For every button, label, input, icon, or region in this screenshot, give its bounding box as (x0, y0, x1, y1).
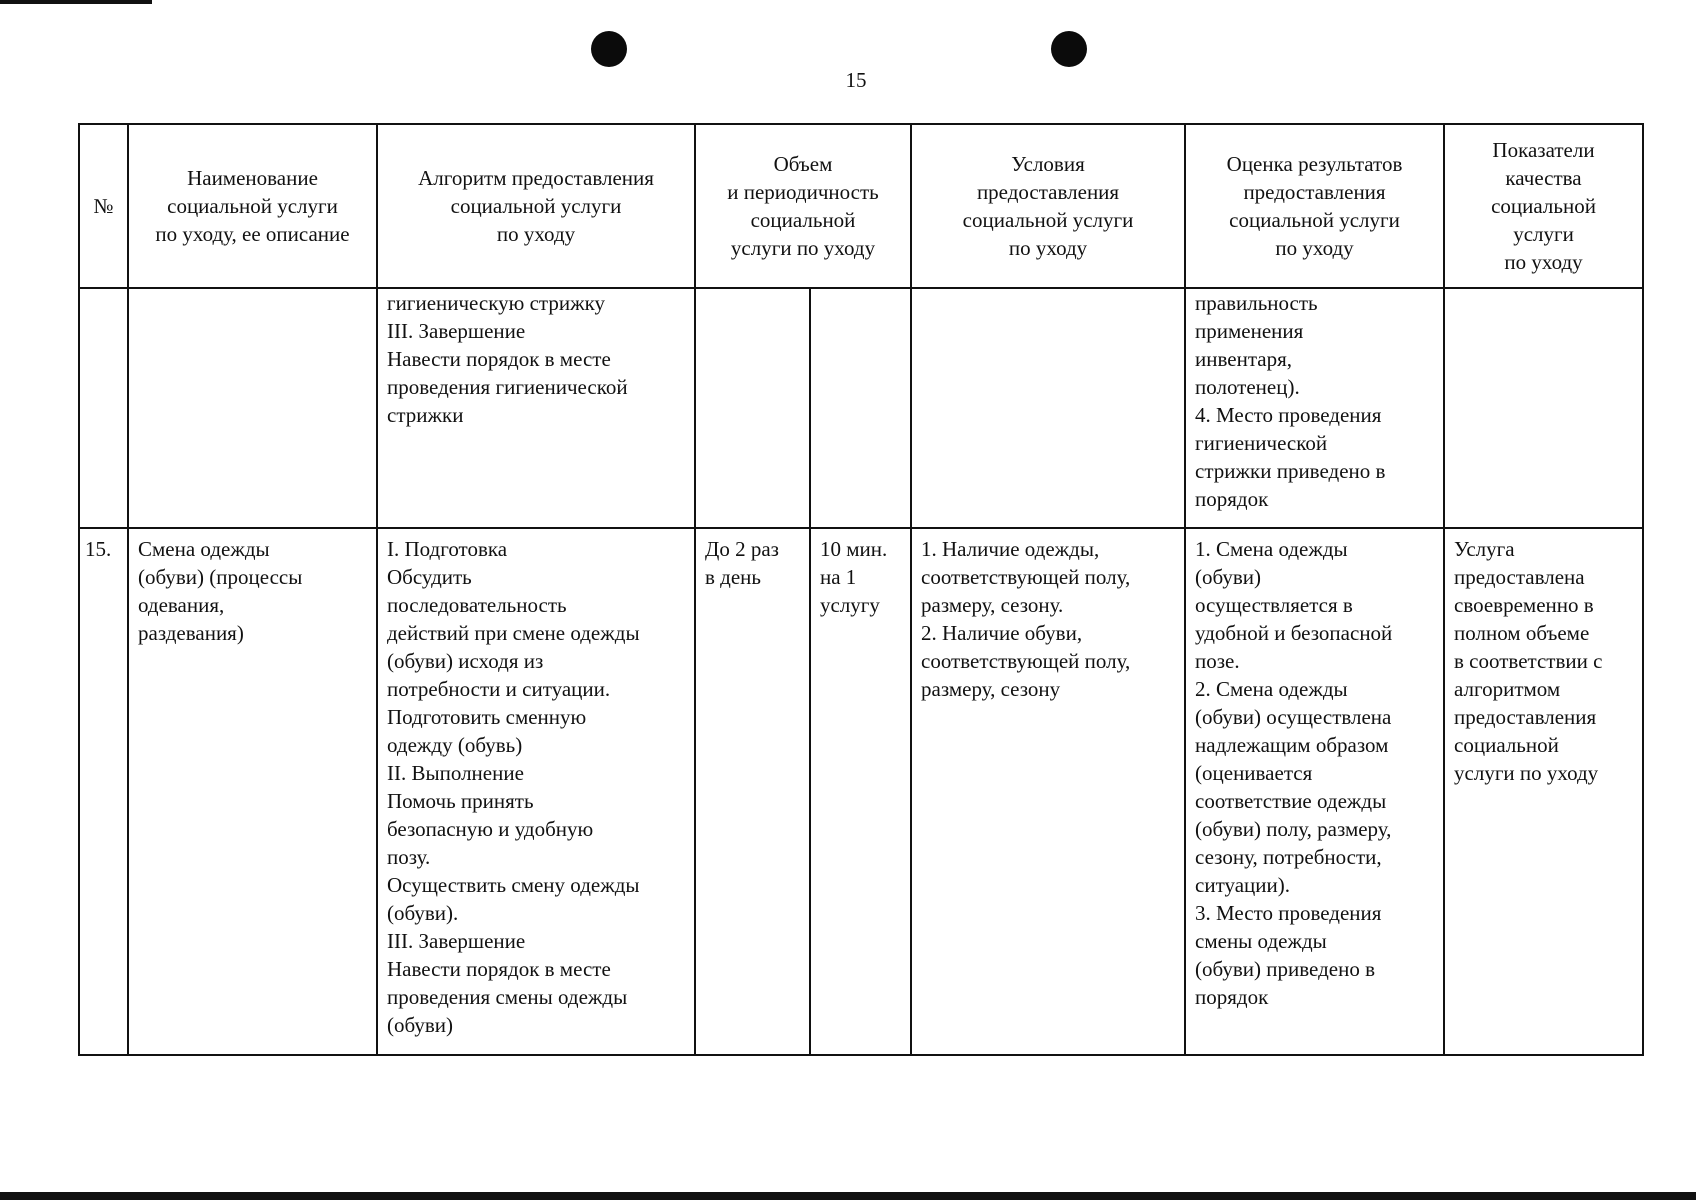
table-row (79, 528, 1643, 1055)
punch-hole-left (591, 31, 627, 67)
cell-text-line: II. Выполнение (387, 761, 524, 785)
cell-text-line: соответствие одежды (1195, 789, 1387, 813)
header-evaluation (1185, 124, 1444, 288)
cell-text-line: по уходу (1504, 250, 1583, 274)
cell-text-line: надлежащим образом (1195, 733, 1389, 757)
cell-text-line: своевременно в (1454, 593, 1594, 617)
cell-name (128, 528, 377, 1055)
cell-text-line: 2. Смена одежды (1195, 677, 1348, 701)
cell-text-line: Навести порядок в месте (387, 347, 611, 371)
cell-text-line: 1. Наличие одежды, (921, 537, 1100, 561)
cell-text-line: стрижки приведено в (1195, 459, 1386, 483)
cell-evaluation (1185, 288, 1444, 528)
cell-text-line: Алгоритм предоставления (418, 166, 654, 190)
table-row (79, 288, 1643, 528)
cell-text-line: стрижки (387, 403, 464, 427)
cell-text-line: (обуви) (1195, 565, 1262, 589)
cell-text-line: 2. Наличие обуви, (921, 621, 1083, 645)
cell-text-line: (обуви) исходя из (387, 649, 544, 673)
cell-text-line: соответствующей полу, (921, 565, 1131, 589)
cell-text-line: позе. (1195, 649, 1240, 673)
header-conditions (911, 124, 1185, 288)
cell-text-line: позу. (387, 845, 431, 869)
cell-text-line: одевания, (138, 593, 225, 617)
cell-volume (695, 288, 810, 528)
cell-text-line: размеру, сезону. (921, 593, 1064, 617)
cell-text-line: соответствующей полу, (921, 649, 1131, 673)
cell-text-line: одежду (обувь) (387, 733, 523, 757)
cell-text-line: 3. Место проведения (1195, 901, 1382, 925)
cell-text-line: социальной (1454, 733, 1559, 757)
cell-text-line: социальной услуги (167, 194, 338, 218)
header-row (79, 124, 1643, 288)
cell-text-line: по уходу, ее описание (155, 222, 350, 246)
header-indicators (1444, 124, 1643, 288)
cell-algorithm (377, 288, 695, 528)
cell-text-line: последовательность (387, 593, 567, 617)
cell-text-line: в день (705, 565, 761, 589)
cell-conditions (911, 528, 1185, 1055)
cell-text-line: предоставления (976, 180, 1120, 204)
cell-conditions (911, 288, 1185, 528)
cell-text-line: (обуви) полу, размеру, (1195, 817, 1392, 841)
cell-text-line: проведения гигиенической (387, 375, 628, 399)
cell-algorithm (377, 528, 695, 1055)
cell-text-line: предоставления (1243, 180, 1386, 204)
cell-text-line: Наименование (187, 166, 318, 190)
cell-text-line: 10 мин. (820, 537, 888, 561)
cell-text-line: на 1 (820, 565, 857, 589)
punch-hole-right (1051, 31, 1087, 67)
cell-text-line: инвентаря, (1195, 347, 1293, 371)
cell-text-line: сезону, потребности, (1195, 845, 1382, 869)
cell-text-line: услуги по уходу (1454, 761, 1599, 785)
cell-text-line: 1. Смена одежды (1195, 537, 1348, 561)
header-volume (695, 124, 911, 288)
cell-text-line: I. Подготовка (387, 537, 508, 561)
cell-text-line: (оценивается (1195, 761, 1313, 785)
cell-periodicity (810, 528, 911, 1055)
cell-text-line: услуги (1513, 222, 1574, 246)
cell-text-line: (обуви) осуществлена (1195, 705, 1392, 729)
cell-text-line: Условия (1011, 152, 1085, 176)
cell-text-line: Показатели (1492, 138, 1595, 162)
cell-text-line: Помочь принять (387, 789, 534, 813)
cell-text-line: порядок (1195, 985, 1269, 1009)
cell-text-line: порядок (1195, 487, 1269, 511)
cell-text-line: социальной услуги (1229, 208, 1400, 232)
cell-text-line: алгоритмом (1454, 677, 1561, 701)
cell-text-line: Обсудить (387, 565, 472, 589)
cell-text-line: по уходу (1008, 236, 1088, 260)
cell-indicators (1444, 528, 1643, 1055)
cell-text-line: предоставлена (1454, 565, 1585, 589)
header-num: № (79, 124, 128, 288)
bottom-edge-rule (0, 1192, 1696, 1200)
cell-volume (695, 528, 810, 1055)
cell-text-line: Осуществить смену одежды (387, 873, 640, 897)
cell-text-line: III. Завершение (387, 929, 526, 953)
cell-text-line: проведения смены одежды (387, 985, 628, 1009)
cell-text-line: раздевания) (138, 621, 244, 645)
cell-text-line: действий при смене одежды (387, 621, 640, 645)
cell-text-line: Навести порядок в месте (387, 957, 611, 981)
cell-text-line: и периодичность (727, 180, 879, 204)
cell-num (79, 288, 128, 528)
cell-text-line: социальной (750, 208, 856, 232)
cell-text-line: Объем (773, 152, 833, 176)
cell-text-line: Смена одежды (138, 537, 270, 561)
cell-text-line: социальной услуги (450, 194, 622, 218)
cell-text-line: гигиеническую стрижку (387, 291, 605, 315)
page-number: 15 (845, 68, 867, 92)
cell-text-line: социальной (1491, 194, 1596, 218)
cell-text-line: Услуга (1454, 537, 1515, 561)
cell-text-line: применения (1195, 319, 1304, 343)
cell-text-line: гигиенической (1195, 431, 1328, 455)
cell-text-line: правильность (1195, 291, 1318, 315)
cell-text-line: Подготовить сменную (387, 705, 587, 729)
cell-text-line: Оценка результатов (1226, 152, 1403, 176)
cell-text-line: в соответствии с (1454, 649, 1603, 673)
cell-text-line: полном объеме (1454, 621, 1590, 645)
services-table (78, 123, 1644, 1056)
cell-name (128, 288, 377, 528)
cell-text-line: ситуации). (1195, 873, 1290, 897)
cell-text-line: удобной и безопасной (1195, 621, 1393, 645)
cell-text-line: осуществляется в (1195, 593, 1353, 617)
cell-text-line: До 2 раз (705, 537, 779, 561)
top-edge-rule (0, 0, 152, 4)
cell-text-line: социальной услуги (962, 208, 1134, 232)
cell-text-line: (обуви). (387, 901, 459, 925)
header-name (128, 124, 377, 288)
cell-text-line: потребности и ситуации. (387, 677, 611, 701)
cell-periodicity (810, 288, 911, 528)
cell-text-line: (обуви) (процессы (138, 565, 303, 589)
cell-text-line: (обуви) (387, 1013, 454, 1037)
cell-text-line: по уходу (496, 222, 576, 246)
cell-text-line: услугу (820, 593, 880, 617)
cell-text-line: размеру, сезону (921, 677, 1061, 701)
cell-num: 15. (79, 528, 128, 1055)
cell-text-line: безопасную и удобную (387, 817, 594, 841)
cell-text-line: предоставления (1454, 705, 1597, 729)
header-algorithm (377, 124, 695, 288)
cell-text-line: (обуви) приведено в (1195, 957, 1376, 981)
cell-text-line: полотенец). (1195, 375, 1300, 399)
cell-text-line: услуги по уходу (730, 236, 876, 260)
cell-text-line: 4. Место проведения (1195, 403, 1382, 427)
cell-evaluation (1185, 528, 1444, 1055)
cell-text-line: по уходу (1275, 236, 1354, 260)
cell-indicators (1444, 288, 1643, 528)
cell-text-line: качества (1505, 166, 1582, 190)
cell-text-line: смены одежды (1195, 929, 1327, 953)
cell-text-line: III. Завершение (387, 319, 526, 343)
